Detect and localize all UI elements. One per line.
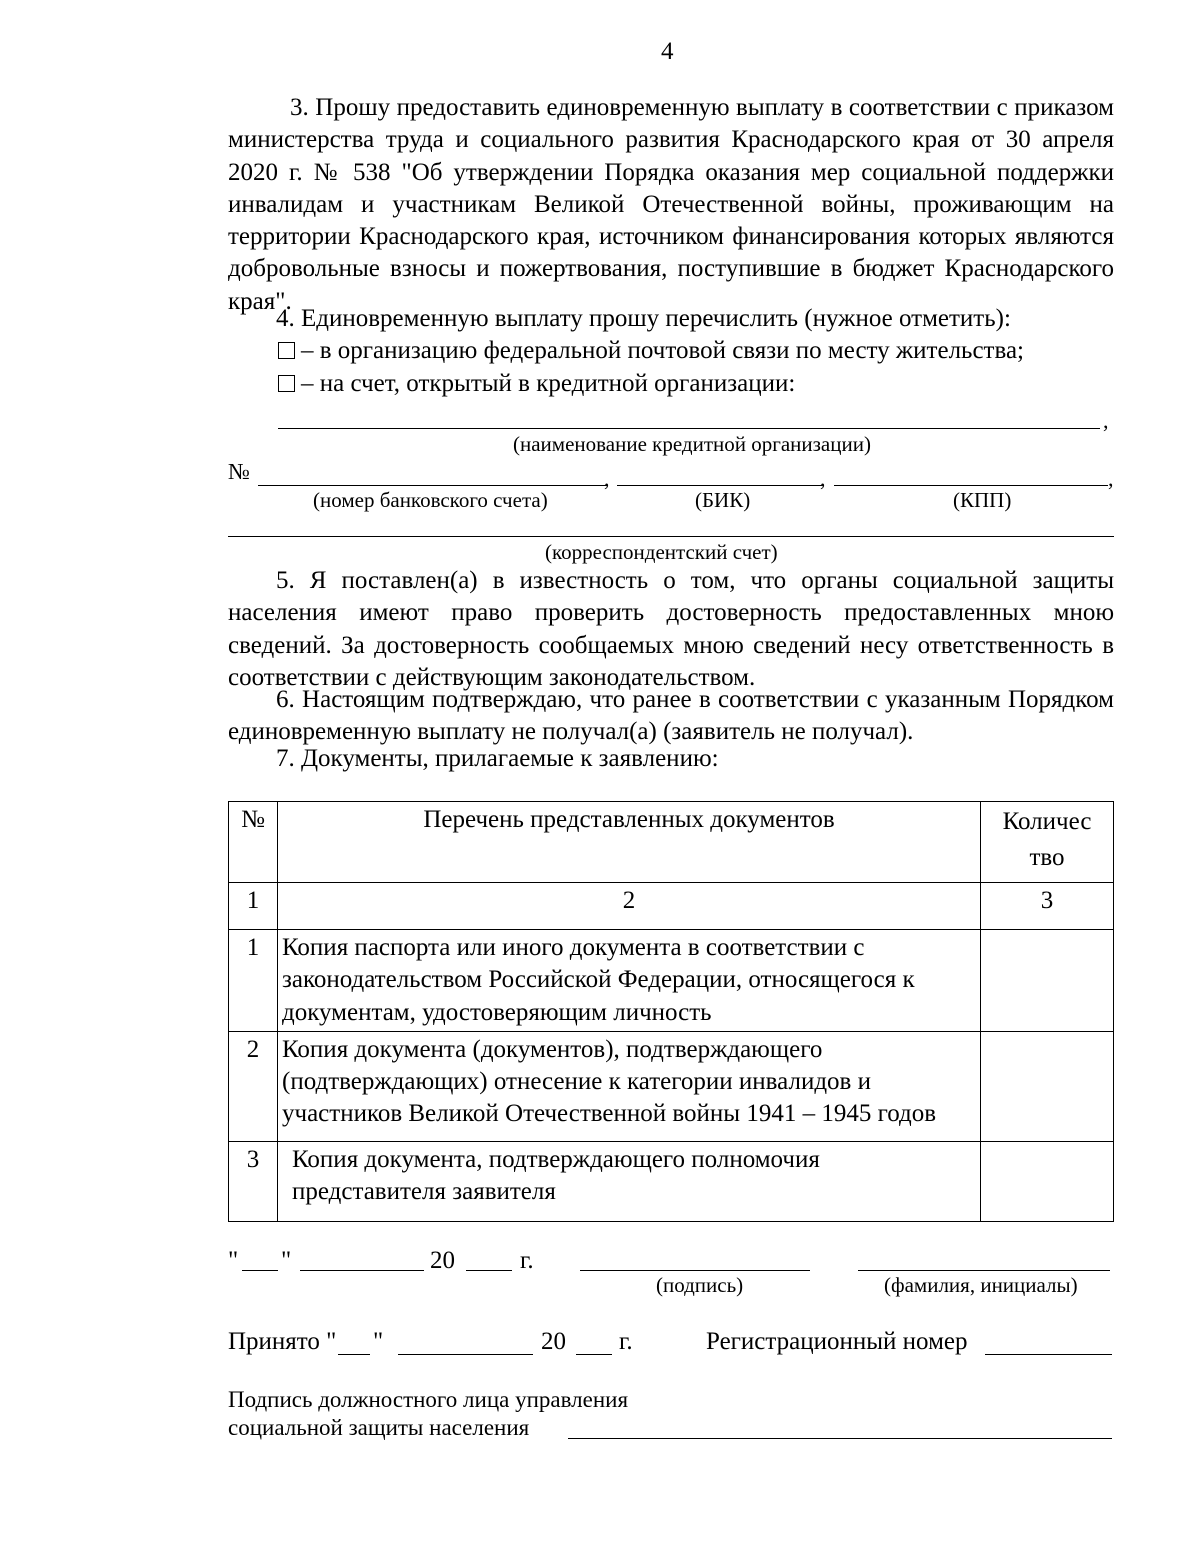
accepted-year-line[interactable]	[576, 1354, 612, 1355]
row-num: 3	[229, 1141, 278, 1221]
bik-caption: (БИК)	[695, 488, 751, 512]
table-row	[229, 1141, 1114, 1221]
paragraph-item-3: 3. Прошу предоставить единовременную выплату в соответствии с приказом министерства труда и социального развития Краснодарского края от 30 апреля 2020 г. № 538 "Об утверждении Порядка оказания мер социальной поддержки инвалидам и участникам Великой Отечественной войны, проживающим на территории Краснодарского края, источником финансирования которых являются добровольные взносы и пожертвования, поступившие в бюджет Краснодарского края".	[228, 94, 1114, 315]
date-month-line[interactable]	[300, 1270, 424, 1271]
official-signature-line[interactable]	[568, 1438, 1112, 1439]
comma: ,	[604, 466, 610, 491]
bank-name-line[interactable]	[278, 428, 1100, 429]
name-line[interactable]	[858, 1270, 1110, 1271]
table-row	[229, 1031, 1114, 1141]
registration-number-line[interactable]	[985, 1354, 1112, 1355]
option-post-label: – в организацию федеральной почтовой связи по месту жительства;	[301, 337, 1024, 364]
kpp-line[interactable]	[834, 485, 1108, 486]
accepted-label: Принято "	[228, 1328, 337, 1355]
corr-account-caption: (корреспондентский счет)	[545, 540, 778, 564]
header-doc: Перечень представленных документов	[278, 802, 981, 883]
year-suffix: г.	[520, 1247, 534, 1274]
date-quote-open: "	[228, 1247, 239, 1274]
corr-account-line[interactable]	[228, 536, 1114, 537]
option-post	[278, 337, 1024, 365]
row-doc: Копия документа (документов), подтверждающего (подтверждающих) отнесение к категории инвалидов и участников Великой Отечественной войны 1941 – 1945 годов	[278, 1031, 981, 1141]
paragraph-item-6: 6. Настоящим подтверждаю, что ранее в соответствии с указанным Порядком единовременную выплату не получал(а) (заявитель не получал).	[228, 686, 1114, 746]
accepted-quote-close: "	[373, 1328, 384, 1355]
date-quote-close: "	[281, 1247, 292, 1274]
index-cell: 3	[981, 883, 1114, 930]
paragraph-item-7: 7. Документы, прилагаемые к заявлению:	[276, 745, 719, 772]
page-number: 4	[661, 38, 674, 65]
comma: ,	[1108, 466, 1114, 491]
date-day-line[interactable]	[242, 1270, 278, 1271]
row-doc: Копия документа, подтверждающего полномочия представителя заявителя	[278, 1141, 981, 1221]
year-prefix: 20	[430, 1247, 455, 1274]
number-sign: №	[228, 459, 250, 484]
accepted-month-line[interactable]	[398, 1354, 533, 1355]
signature-line[interactable]	[580, 1270, 810, 1271]
row-qty[interactable]	[981, 1141, 1114, 1221]
registration-number-label: Регистрационный номер	[706, 1328, 968, 1355]
official-signature-line2: социальной защиты населения	[228, 1415, 530, 1440]
signature-caption: (подпись)	[656, 1273, 744, 1297]
paragraph-item-5: 5. Я поставлен(а) в известность о том, что органы социальной защиты населения имеют право проверить достоверность предоставленных мною сведений. За достоверность сообщаемых мною сведений несу ответственность в соответствии с действующим законодательством.	[228, 567, 1114, 691]
option-bank	[278, 370, 795, 398]
documents-table	[228, 801, 1114, 1222]
row-qty[interactable]	[981, 1031, 1114, 1141]
row-num: 2	[229, 1031, 278, 1141]
bik-line[interactable]	[617, 485, 822, 486]
comma: ,	[1103, 408, 1109, 433]
row-qty[interactable]	[981, 930, 1114, 1032]
official-signature-line1: Подпись должностного лица управления	[228, 1387, 629, 1412]
table-index-row	[229, 883, 1114, 930]
year-line[interactable]	[466, 1270, 512, 1271]
accepted-day-line[interactable]	[338, 1354, 370, 1355]
comma: ,	[820, 466, 826, 491]
account-number-line[interactable]	[258, 485, 608, 486]
accepted-year-prefix: 20	[541, 1328, 566, 1355]
index-cell: 2	[278, 883, 981, 930]
post-checkbox[interactable]	[278, 342, 295, 359]
index-cell: 1	[229, 883, 278, 930]
paragraph-item-4: 4. Единовременную выплату прошу перечислить (нужное отметить):	[276, 305, 1011, 332]
accepted-year-suffix: г.	[619, 1328, 633, 1355]
table-header-row	[229, 802, 1114, 883]
kpp-caption: (КПП)	[953, 488, 1012, 512]
bank-name-caption: (наименование кредитной организации)	[513, 432, 871, 456]
bank-checkbox[interactable]	[278, 375, 295, 392]
header-num: №	[229, 802, 278, 883]
name-caption: (фамилия, инициалы)	[884, 1273, 1078, 1297]
row-doc: Копия паспорта или иного документа в соответствии с законодательством Российской Федерации, относящегося к документам, удостоверяющим личность	[278, 930, 981, 1032]
row-num: 1	[229, 930, 278, 1032]
account-caption: (номер банковского счета)	[313, 488, 548, 512]
table-row	[229, 930, 1114, 1032]
option-bank-label: – на счет, открытый в кредитной организации:	[301, 370, 796, 397]
header-qty: Количество	[981, 802, 1114, 883]
